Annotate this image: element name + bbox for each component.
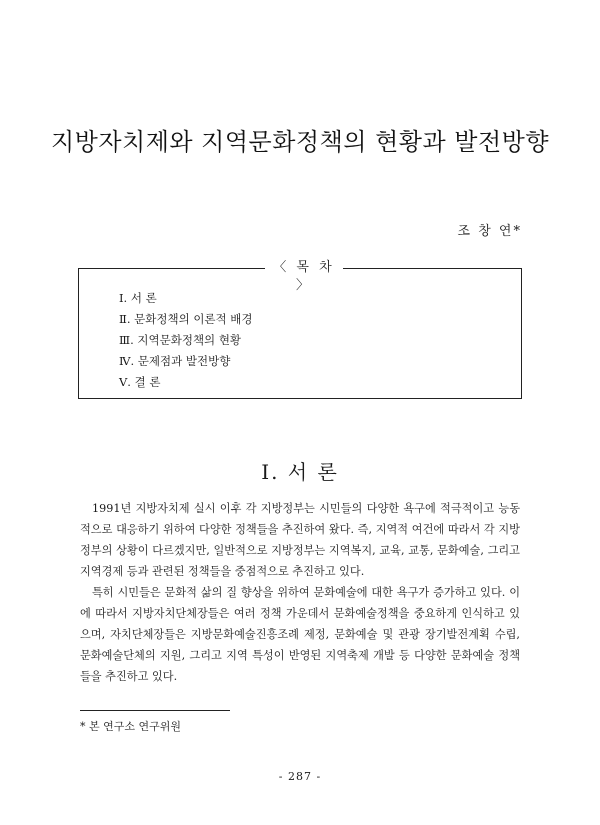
author-name: 조 창 연* [457, 224, 522, 239]
footnote: * 본 연구소 연구위원 [80, 720, 181, 733]
toc-top-border-left [79, 268, 265, 269]
toc-item-theory: Ⅱ. 문화정책의 이론적 배경 [119, 312, 253, 326]
footnote-rule [80, 710, 230, 711]
toc-list [119, 288, 253, 393]
toc-item-conclusion: Ⅴ. 결 론 [119, 375, 161, 389]
section-heading: Ⅰ. 서 론 [261, 460, 339, 484]
paper-title: 지방자치제와 지역문화정책의 현황과 발전방향 [50, 128, 550, 156]
body-paragraph: 1991년 지방자치제 실시 이후 각 지방정부는 시민들의 다양한 욕구에 적극적이고 능동적으로 대응하기 위하여 다양한 정책들을 추진하여 왔다. 즉, 지역적 여건에 따라서 각 지방정부의 상황이 다르겠지만, 일반적으로 지방정부는 지역복지, 교육, 교통, 문화예술, 그리고 지역경제 등과 관련된 정책들을 중점적으로 추진하고 있다. [80, 502, 520, 578]
toc-item-current-status: Ⅲ. 지역문화정책의 현황 [119, 333, 242, 347]
table-of-contents [78, 260, 522, 399]
section-body [80, 498, 520, 687]
toc-top-border-right [343, 268, 521, 269]
toc-item-problems: Ⅳ. 문제점과 발전방향 [119, 354, 231, 368]
toc-heading: 〈 목 차 〉 [273, 260, 335, 293]
toc-item-introduction: Ⅰ. 서 론 [119, 291, 157, 305]
body-paragraph: 특히 시민들은 문화적 삶의 질 향상을 위하여 문화예술에 대한 욕구가 증가하고 있다. 이에 따라서 지방자치단체장들은 여러 정책 가운데서 문화예술정책을 중요하게 인식하고 있으며, 자치단체장들은 지방문화예술진흥조례 제정, 문화예술 및 관광 장기발전계획 수립, 문화예술단체의 지원, 그리고 지역 특성이 반영된 지역축제 개발 등 다양한 문화예술 정책들을 추진하고 있다. [80, 586, 520, 683]
page-number: - 287 - [278, 770, 322, 783]
